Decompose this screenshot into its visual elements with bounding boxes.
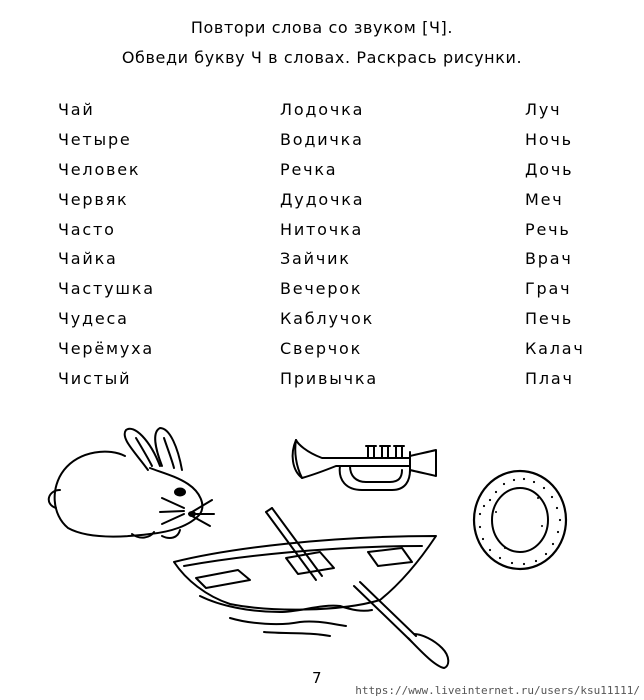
bagel-icon (474, 471, 566, 569)
boat-icon (174, 536, 436, 636)
word-item: Печь (525, 309, 573, 329)
word-item: Привычка (280, 369, 378, 389)
word-item: Ночь (525, 129, 573, 149)
word-item: Сверчок (280, 339, 363, 359)
word-item: Каблучок (280, 309, 375, 329)
word-item: Черёмуха (58, 339, 155, 359)
word-item: Лодочка (280, 100, 365, 119)
word-item: Чай (58, 100, 95, 119)
word-item: Чайка (58, 249, 118, 269)
instruction-line-1: Повтори слова со звуком [Ч]. (190, 18, 454, 37)
word-item: Луч (525, 100, 562, 119)
word-item: Речь (525, 219, 571, 239)
word-item: Врач (525, 249, 573, 269)
word-item: Чистый (58, 369, 132, 389)
word-item: Грач (525, 279, 572, 299)
word-item: Меч (525, 189, 564, 209)
word-item: Дудочка (280, 189, 365, 209)
source-url[interactable]: https://www.liveinternet.ru/users/ksu11111/ (355, 684, 640, 697)
word-item: Речка (280, 159, 338, 179)
word-item: Вечерок (280, 279, 363, 299)
word-item: Зайчик (280, 249, 351, 269)
oars-icon (266, 508, 448, 668)
trumpet-icon (293, 440, 436, 490)
word-item: Часто (58, 219, 116, 239)
bunny-icon (49, 428, 214, 538)
instruction-line-2: Обведи букву Ч в словах. Раскрась рисунки. (121, 48, 523, 67)
word-item: Человек (58, 159, 141, 179)
word-item: Плач (525, 369, 574, 389)
word-item: Калач (525, 339, 585, 359)
word-item: Водичка (280, 129, 364, 149)
page-number: 7 (312, 669, 322, 687)
word-item: Дочь (525, 159, 574, 179)
word-item: Червяк (58, 189, 129, 209)
word-item: Ниточка (280, 219, 364, 239)
word-item: Четыре (58, 129, 132, 149)
word-item: Чудеса (58, 309, 129, 329)
word-item: Частушка (58, 279, 155, 299)
